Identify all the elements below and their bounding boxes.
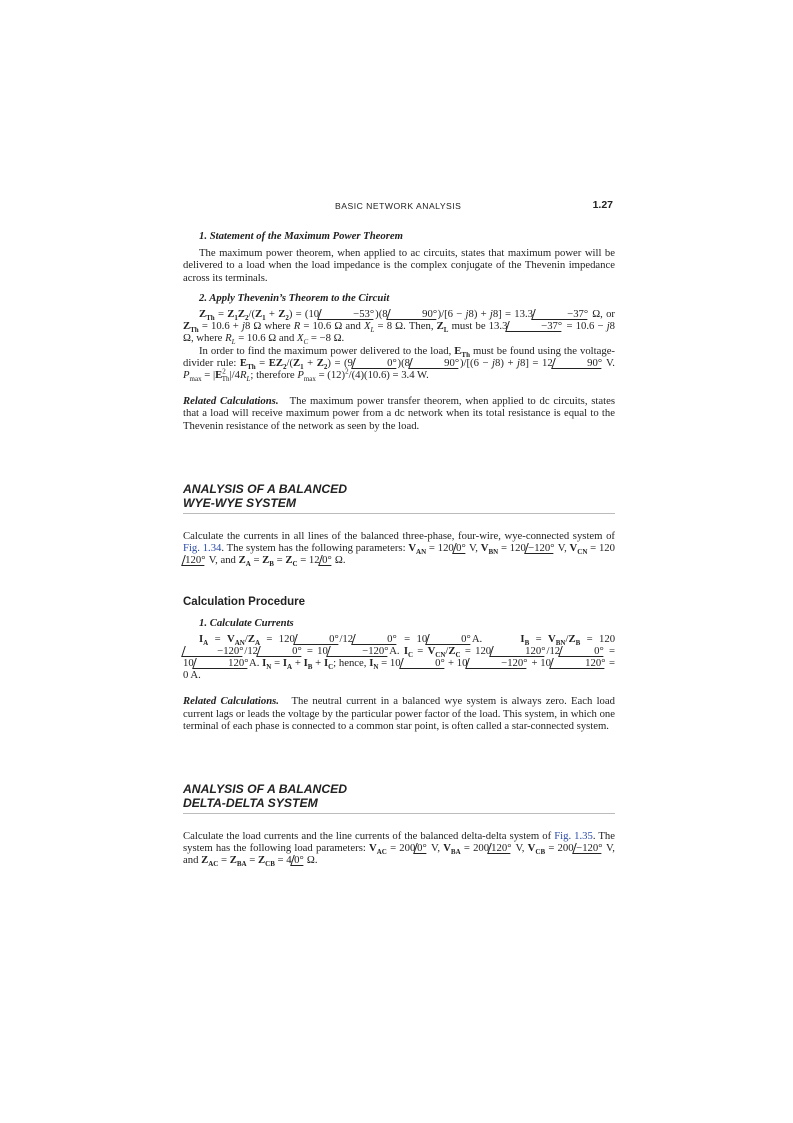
calculation-procedure-heading: Calculation Procedure	[183, 596, 306, 609]
figure-link[interactable]: Fig. 1.34	[183, 542, 222, 555]
page-body	[183, 198, 615, 867]
step-heading: 1. Statement of the Maximum Power Theorem	[199, 230, 403, 242]
paragraph: The maximum power theorem, when applied to ac circuits, states that maximum power will be delivered to a load when the load impedance is the complex conjugate of the Thevenin impedance across its terminals.	[183, 247, 615, 284]
step-heading: 1. Calculate Currents	[199, 617, 294, 630]
figure-link[interactable]: Fig. 1.35	[554, 830, 593, 843]
page-number: 1.27	[592, 199, 613, 211]
section-title-delta-delta: ANALYSIS OF A BALANCED DELTA-DELTA SYSTEM	[183, 782, 615, 814]
related-calculations: Related Calculations. The maximum power transfer theorem, when applied to dc circuits, states that a load will receive maximum power from a dc network when its total resistance is equal to the Thevenin resistance of the network as seen by the load.	[183, 395, 615, 432]
equation-paragraph: $I_A = V_{AN}/Z_A = 120$ 0°/12 0° = 10 0°A. $I_B = V_{BN}/Z_B = 120-120^\circ/12$ 0° = 10 −120°A. $I_C = V_{CN}/Z_C = 120$ 120°/12 0° = 10 120°A. $I_N = I_A + I_B + I_C$; hence, $I_N = 10$ 0° + 10 −120° + 10 120° = 0 A.	[183, 632, 616, 682]
equation-paragraph: In order to find the maximum power delivered to the load, $E_{Th}$ must be found using the voltage-divider rule: $E_{Th} = EZ_2/(Z_1 + Z_2) = (9$ 0°)(8 90°)/[(6 − j8) + j8] = 12 90° V. $P_{max} = |E^2_{Th}|/4R_L$; therefore $P_{max} = (12)^2/(4)(10.6) = 3.4$ W.	[183, 344, 615, 384]
step-heading: 2. Apply Thevenin’s Theorem to the Circuit	[199, 291, 390, 304]
paragraph: Calculate the load currents and the line currents of the balanced delta-delta system of Fig. 1.35. The system has the following load parameters: $V_{AC} = 200$ 0° V, $V_{BA} = 200$ 120° V, $V_{CB} = 200 -120^\circ$ V, and $Z_{AC} = Z_{BA} = Z_{CB} = 4$ 0° Ω.	[183, 830, 615, 869]
related-calculations: Related Calculations. The neutral current in a balanced wye system is always zero. Each load current lags or leads the voltage by the particular power factor of the load. This system, in which one terminal of each phase is connected to a common star point, is often called a star-connected system.	[183, 695, 615, 732]
section-title-wye-wye: ANALYSIS OF A BALANCED WYE-WYE SYSTEM	[183, 482, 615, 514]
running-title: BASIC NETWORK ANALYSIS	[335, 201, 462, 211]
equation-paragraph: $Z_{Th} = Z_1Z_2/(Z_1 + Z_2) = (10 -53^\circ)(8$ 90°)/[6 − j8) + j8] = 13.3 −37° Ω, or $Z_{Th} = 10.6 + j8$ Ω where R = 10.6 Ω and $X_L = 8$ Ω. Then, $Z_L$ must be 13.3 −37° = 10.6 − j8 Ω, where $R_L = 10.6$ Ω and $X_C = -8$ Ω.	[183, 308, 616, 347]
paragraph: Calculate the currents in all lines of the balanced three-phase, four-wire, wye-connected system of Fig. 1.34. The system has the following parameters: $V_{AN} = 120$ 0° V, $V_{BN} = 120 -120^\circ$ V, $V_{CN} = 120120^\circ$ V, and $Z_A = Z_B = Z_C = 12$ 0° Ω.	[183, 529, 615, 569]
running-header	[183, 198, 615, 212]
